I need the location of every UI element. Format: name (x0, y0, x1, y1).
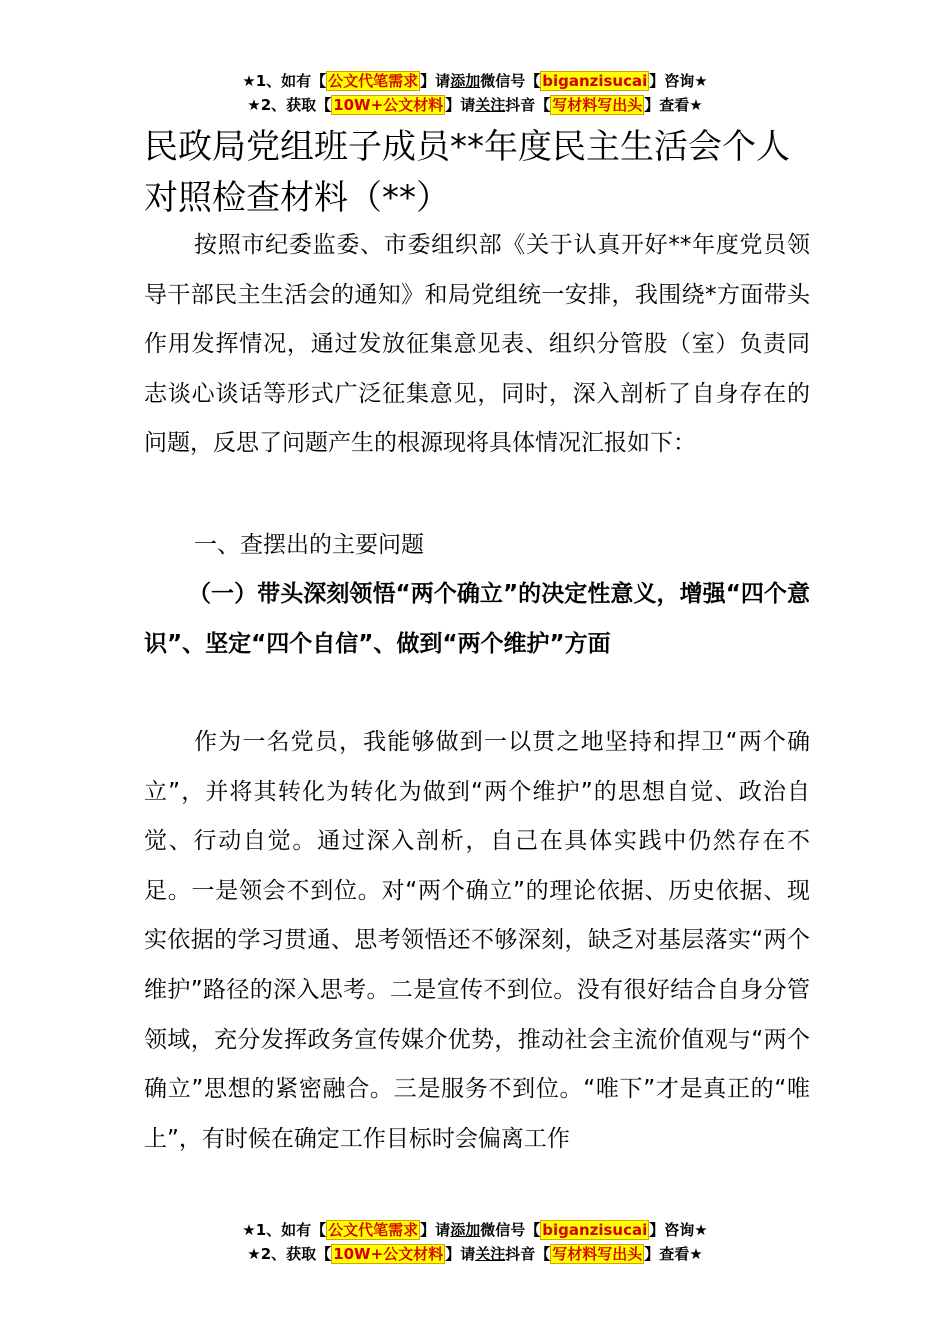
banner-text: 】咨询★ (649, 1221, 708, 1239)
body-paragraph: 作为一名党员，我能够做到一以贯之地坚持和捍卫“两个确立”，并将其转化为转化为做到“两个维护”的思想自觉、政治自觉、行动自觉。通过深入剖析，自己在具体实践中仍然存在不足。一是领会不到位。对“两个确立”的理论依据、历史依据、现实依据的学习贯通、思考领悟还不够深刻，缺乏对基层落实“两个维护”路径的深入思考。二是宣传不到位。没有很好结合自身分管领域，充分发挥政务宣传媒介优势，推动社会主流价值观与“两个确立”思想的紧密融合。三是服务不到位。“唯下”才是真正的“唯上”，有时候在确定工作目标时会偏离工作 (144, 729, 810, 1152)
banner-text: 抖音【 (505, 1245, 551, 1263)
subsection-heading: （一）带头深刻领悟“两个确立”的决定性意义，增强“四个意识”、坚定“四个自信”、做到“两个维护”方面 (144, 581, 810, 657)
banner-text: 】请 (445, 1245, 476, 1263)
banner-text: ★1、如有【 (242, 72, 327, 90)
banner-text: ★2、获取【 (247, 1245, 332, 1263)
highlight-label: 公文代笔需求 (328, 72, 419, 90)
bottom-banner (0, 1218, 950, 1266)
banner-text: 】查看★ (644, 1245, 703, 1263)
underlined-text: 关注 (475, 1245, 506, 1263)
banner-text: ★2、获取【 (247, 96, 332, 114)
underlined-text: 关注 (475, 96, 506, 114)
subsection-body (144, 718, 810, 1164)
banner-text: 微信号【 (480, 1221, 541, 1239)
intro-section (144, 221, 810, 469)
banner-text: 】咨询★ (649, 72, 708, 90)
banner-text: 微信号【 (480, 72, 541, 90)
banner-line-1 (0, 1218, 950, 1242)
intro-paragraph: 按照市纪委监委、市委组织部《关于认真开好**年度党员领导干部民主生活会的通知》和局党组统一安排，我围绕*方面带头作用发挥情况，通过发放征集意见表、组织分管股（室）负责同志谈心谈话等形式广泛征集意见，同时，深入剖析了自身存在的问题，反思了问题产生的根源现将具体情况汇报如下： (144, 232, 810, 457)
underlined-text: 添加 (450, 1221, 481, 1239)
highlight-label: 10W+公文材料 (333, 1245, 444, 1263)
banner-line-2 (0, 1242, 950, 1266)
banner-line-2 (0, 93, 950, 117)
banner-text: 】请 (420, 72, 451, 90)
highlight-label: biganzisucai (542, 1221, 648, 1239)
underlined-text: 添加 (450, 72, 481, 90)
highlight-label: biganzisucai (542, 72, 648, 90)
highlight-label: 写材料写出头 (552, 96, 643, 114)
banner-text: ★1、如有【 (242, 1221, 327, 1239)
banner-text: 抖音【 (505, 96, 551, 114)
section-heading: 一、查摆出的主要问题 (194, 532, 424, 558)
banner-text: 】查看★ (644, 96, 703, 114)
highlight-label: 公文代笔需求 (328, 1221, 419, 1239)
highlight-label: 10W+公文材料 (333, 96, 444, 114)
banner-line-1 (0, 69, 950, 93)
highlight-label: 写材料写出头 (552, 1245, 643, 1263)
top-banner (0, 69, 950, 117)
banner-text: 】请 (420, 1221, 451, 1239)
banner-text: 】请 (445, 96, 476, 114)
document-title: 民政局党组班子成员**年度民主生活会个人对照检查材料（**） (144, 127, 790, 218)
